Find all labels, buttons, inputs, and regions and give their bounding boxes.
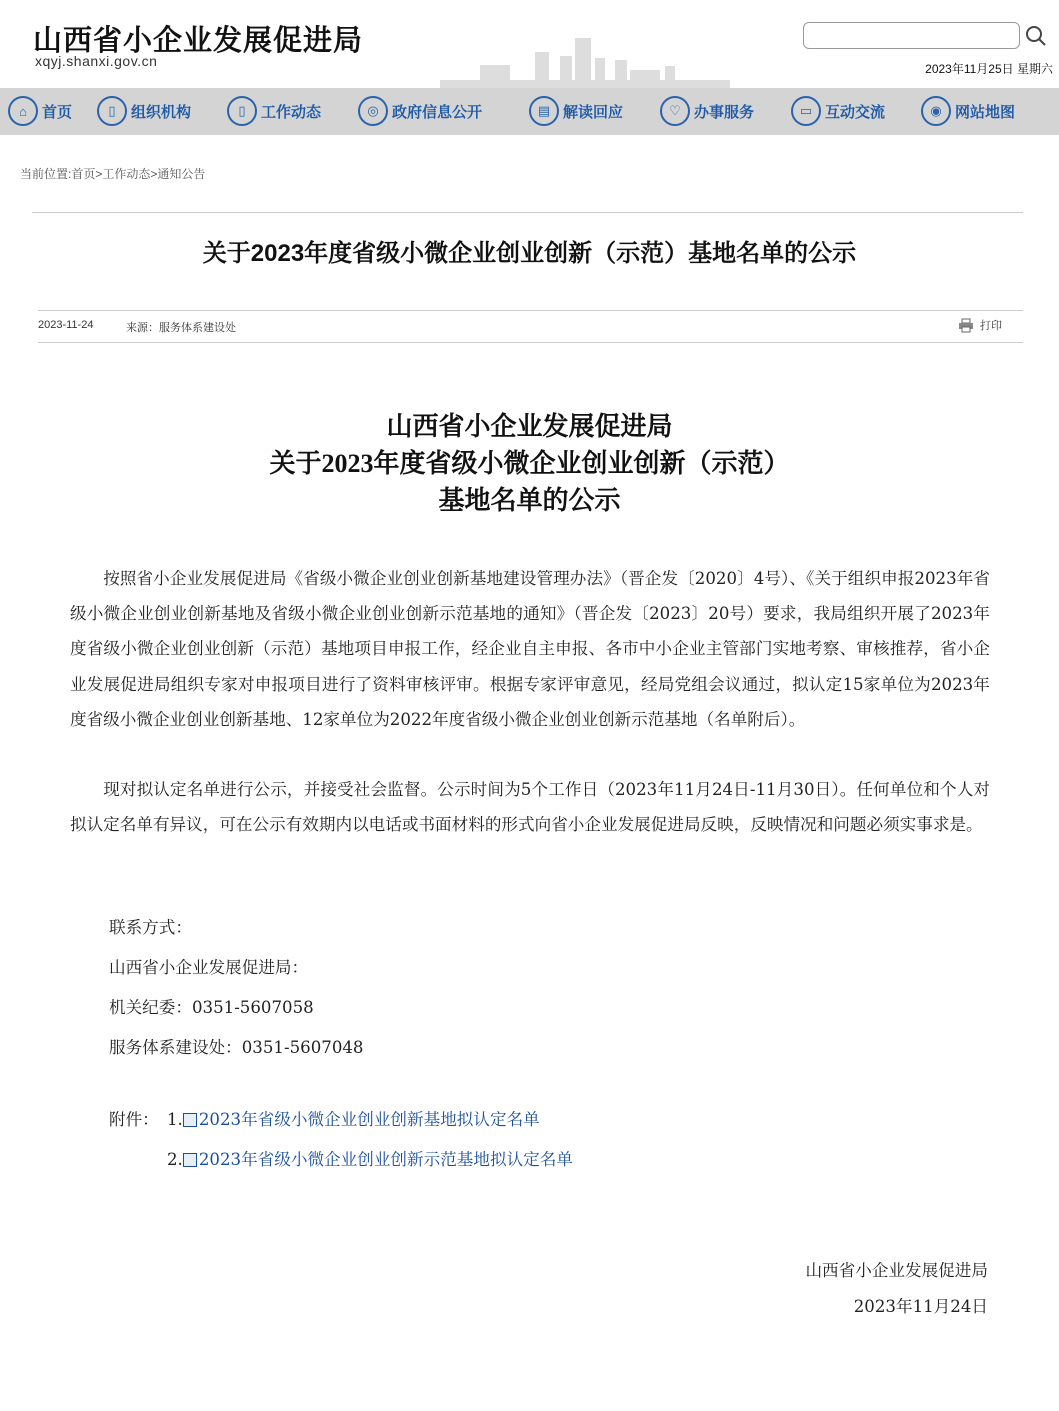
chat-icon: ▭: [791, 96, 821, 126]
nav-item[interactable]: [921, 96, 1015, 126]
nav-label: 互动交流: [825, 103, 886, 121]
divider: [38, 342, 1023, 343]
handshake-icon: ♡: [660, 96, 690, 126]
doc-title-line: 关于2023年度省级小微企业创业创新（示范）: [269, 449, 790, 478]
attachment-item: [167, 1146, 573, 1170]
nav-item[interactable]: [529, 96, 623, 126]
nav-item[interactable]: [791, 96, 885, 126]
nav-item[interactable]: [660, 96, 754, 126]
nav-label: 网站地图: [955, 103, 1016, 121]
attachment-label: 附件：: [109, 1110, 159, 1129]
search-input[interactable]: [803, 22, 1020, 49]
attachment-item: [167, 1106, 540, 1130]
contact-heading: 联系方式：: [109, 918, 192, 937]
skyline-decoration: [440, 30, 730, 88]
nav-label: 办事服务: [694, 103, 755, 121]
nav-label: 解读回应: [563, 103, 624, 121]
file-icon: [183, 1153, 197, 1167]
body-paragraph: 现对拟认定名单进行公示，并接受社会监督。公示时间为5个工作日（2023年11月24日-11月30日）。任何单位和个人对拟认定名单有异议，可在公示有效期内以电话或书面材料的形式向省小企业发展促进局反映，反映情况和问题必须实事求是。: [70, 780, 990, 835]
nav-label: 组织机构: [131, 103, 192, 121]
site-logo[interactable]: 山西省小企业发展促进局: [33, 25, 364, 57]
nav-item[interactable]: [227, 96, 321, 126]
contact-phone: 机关纪委：0351-5607058: [109, 998, 314, 1017]
home-icon: ⌂: [8, 96, 38, 126]
search-icon[interactable]: [1024, 24, 1048, 48]
attachment-num: 1.: [167, 1110, 183, 1129]
body-paragraph: 按照省小企业发展促进局《省级小微企业创业创新基地建设管理办法》（晋企发〔2020〕4号）、《关于组织申报2023年省级小微企业创业创新基地及省级小微企业创业创新示范基地的通知》（晋企发〔2023〕20号）要求，我局组织开展了2023年度省级小微企业创业创新（示范）基地项目申报工作，经企业自主申报、各市中小企业主管部门实地考察、审核推荐，省小企业发展促进局组织专家对申报项目进行了资料审核评审。根据专家评审意见，经局党组会议通过，拟认定15家单位为2023年度省级小微企业创业创新基地、12家单位为2022年度省级小微企业创业创新示范基地（名单附后）。: [70, 569, 990, 729]
nav-item[interactable]: [97, 96, 191, 126]
printer-icon: [958, 318, 974, 333]
document-title: [0, 408, 1059, 519]
publish-date: 2023-11-24: [38, 319, 94, 331]
signature-date: 2023年11月24日: [853, 1297, 988, 1316]
divider: [38, 310, 1023, 311]
main-nav: [0, 88, 1059, 135]
org-icon: ▯: [97, 96, 127, 126]
attachment-link[interactable]: 2023年省级小微企业创业创新基地拟认定名单: [198, 1110, 540, 1129]
doc-title-line: 山西省小企业发展促进局: [386, 412, 673, 441]
nav-label: 政府信息公开: [392, 103, 483, 121]
doc-title-line: 基地名单的公示: [438, 486, 621, 515]
print-button[interactable]: [958, 317, 1002, 333]
site-domain: xqyj.shanxi.gov.cn: [35, 53, 158, 69]
document-icon: ▤: [529, 96, 559, 126]
contact-phone: 服务体系建设处：0351-5607048: [109, 1038, 364, 1057]
current-date: 2023年11月25日 星期六: [925, 62, 1053, 76]
nav-label: 首页: [42, 103, 73, 121]
nav-item[interactable]: [358, 96, 482, 126]
attachment-num: 2.: [167, 1150, 183, 1169]
divider: [32, 212, 1023, 213]
eye-icon: ◎: [358, 96, 388, 126]
print-label: 打印: [980, 320, 1002, 332]
location-icon: ◉: [921, 96, 951, 126]
article-title: 关于2023年度省级小微企业创业创新（示范）基地名单的公示: [202, 240, 857, 267]
article-source: 来源：服务体系建设处: [126, 322, 236, 334]
signature-org: 山西省小企业发展促进局: [805, 1261, 988, 1280]
nav-label: 工作动态: [261, 103, 322, 121]
nav-item[interactable]: [8, 96, 72, 126]
attachment-link[interactable]: 2023年省级小微企业创业创新示范基地拟认定名单: [198, 1150, 573, 1169]
work-icon: ▯: [227, 96, 257, 126]
file-icon: [183, 1113, 197, 1127]
contact-org: 山西省小企业发展促进局：: [109, 958, 309, 977]
breadcrumb: 当前位置:首页>工作动态>通知公告: [20, 167, 206, 181]
